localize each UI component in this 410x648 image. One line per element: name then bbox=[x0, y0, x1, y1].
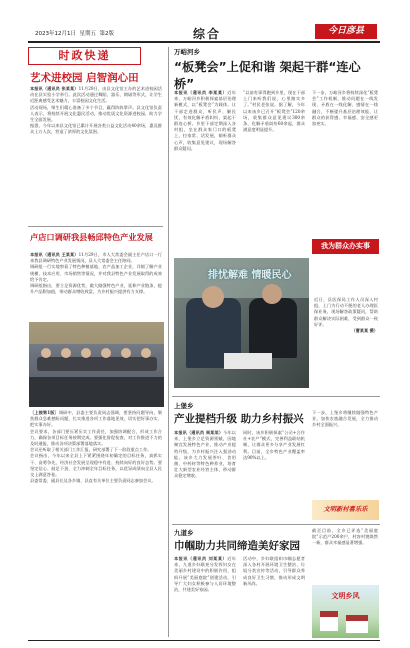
page-number: 第2版 bbox=[99, 31, 115, 37]
village-ad-text: 文明乡风 bbox=[331, 592, 360, 600]
article1-p1: 本报讯（通讯员 张某某）11月29日，由县文化馆主办的艺术进校园活动在县实验小学举行。此次活动通过舞蹈、器乐、朗诵等形式，让学生近距离感受艺术魅力，丰富校园文化生活。 bbox=[30, 86, 162, 104]
t1-col3 bbox=[312, 90, 378, 240]
article3-continued: 〔上接第1版〕 bbox=[30, 410, 59, 415]
t1-byline: 本报讯（通讯员 李某某） bbox=[174, 90, 228, 95]
article1-title: 艺术进校园 启智润心田 bbox=[30, 72, 139, 84]
t3-byline: 本报讯（通讯员 周某某） bbox=[174, 430, 224, 435]
article1-p2: 活动现场，师生们精心准备了多个节目，赢得阵阵掌声。县文化馆负责人表示，将持续开展文化惠民活动，推动优质文化资源进校园，助力学生全面发展。 bbox=[30, 104, 162, 123]
newspaper-logo: 今日彦县 bbox=[315, 24, 377, 39]
t4-p1: 本报讯（通讯员 刘某某）近年来，九道乡妇联充分发挥妇女在美丽乡村建设中的积极作用，组织开展“美丽庭院”创建活动，引导广大妇女积极参与人居环境整治，共建美好家园。 bbox=[174, 556, 236, 593]
header-date bbox=[35, 29, 114, 37]
t4-col1 bbox=[174, 556, 236, 638]
article1-byline: 本报讯（通讯员 张某某） bbox=[30, 86, 79, 91]
t3-p3: 下一步，上堡乡将继续做强特色产业，加快农旅融合发展，全力推动乡村全面振兴。 bbox=[312, 410, 378, 428]
t4-byline: 本报讯（通讯员 刘某某） bbox=[174, 556, 228, 561]
t4-col2 bbox=[243, 556, 305, 638]
article3-p4: 会议指出，今年以来全县上下紧紧围绕年初确定的目标任务，真抓实干、奋勇争先，经济社会发展呈现稳中有进、持续向好的良好态势。要坚定信心、鼓足干劲，全力冲刺全年目标任务，以优异成绩向全县人民交上满意答卷。 bbox=[30, 453, 162, 478]
article3-p1: 〔上接第1版〕调研中，县委主要负责同志强调，要坚持问题导向，聚焦群众急难愁盼问题，扎实推进各项工作落地见效，切实把好事办实、把实事办好。 bbox=[30, 410, 162, 428]
article2-byline: 本报讯（通讯员 王某某） bbox=[30, 252, 79, 257]
visit-photo-headline: 排忧解难 情暖民心 bbox=[208, 270, 292, 281]
banner-politics bbox=[28, 47, 141, 65]
divider-1 bbox=[28, 226, 163, 227]
t1-col2 bbox=[243, 90, 305, 250]
article1-body bbox=[30, 86, 162, 136]
t1-title: “板凳会”上促和谐 架起干群“连心桥” bbox=[174, 60, 361, 91]
t4-col3 bbox=[312, 528, 378, 583]
t3-col1 bbox=[174, 430, 236, 514]
t1-col1 bbox=[174, 90, 236, 250]
banner-serve-people bbox=[312, 239, 379, 254]
visit-caption-text: 近日，县医保局工作人员深入村组，上门为行动不便的老人办理医保业务，现场解答政策疑问，帮助群众解决实际困难，受到群众一致好评。 bbox=[314, 297, 378, 327]
slogan-text: 文明新村喜乐乐 bbox=[323, 506, 368, 513]
article3-p5: 县委常委、副县长及各乡镇、县直有关单位主要负责同志参加会议。 bbox=[30, 478, 156, 484]
slogan-banner bbox=[312, 500, 379, 520]
article2-title: 卢店口调研我县畅邱特色产业发展 bbox=[30, 232, 153, 242]
weekday: 星期五 bbox=[79, 31, 97, 37]
divider-2 bbox=[172, 396, 380, 397]
banner-politics-text: 时政快递 bbox=[58, 49, 111, 62]
article3-p3: 会议还听取了相关部门工作汇报，研究部署了下一阶段重点工作。 bbox=[30, 447, 152, 453]
visit-credit: （曹某某 摄） bbox=[351, 328, 378, 334]
t3-title: 产业提档升级 助力乡村振兴 bbox=[174, 413, 304, 425]
t3-col2 bbox=[243, 430, 305, 514]
divider-3 bbox=[172, 524, 380, 525]
column-divider bbox=[168, 47, 169, 637]
t3-p1: 本报讯（通讯员 周某某）今年以来，上堡乡立足资源禀赋，因地制宜发展特色产业，推动产业提档升级，为乡村振兴注入强劲动能。该乡大力发展茶叶、食用菌、中药材等特色种养业，培育壮大新型农业经营主体，带动群众稳定增收。 bbox=[174, 430, 236, 479]
article2-p2: 调研组一行实地察看了特色种植基地、农产品加工企业，详细了解产业规模、技术应用、市场销售等情况，并对我县特色产业发展取得的成效给予肯定。 bbox=[30, 264, 162, 282]
banner-serve-people-text: 我为群众办实事 bbox=[321, 242, 370, 250]
t1-p1: 本报讯（通讯员 李某某）近年来，万峪河乡积极探索基层治理新模式，以“板凳会”为载体，让干部走进群众、听民声、解民忧，有效化解矛盾纠纷，架起干群连心桥。乡里干部定期深入各村组，坐在群众家门口的板凳上，拉家常、话发展，倾听群众心声，收集意见建议，现场解答群众疑问。 bbox=[174, 90, 236, 151]
article2-p3: 调研组指出，要立足资源优势，做大做强特色产业，延伸产业链条，提升产品附加值，带动群众增收致富，为乡村振兴提供有力支撑。 bbox=[30, 283, 162, 295]
t4-p2: 活动中，乡妇联组织巾帼志愿者深入各村开展环境卫生整治、垃圾分类宣传等活动，引导群众养成良好卫生习惯，推动形成文明新风尚。 bbox=[243, 556, 305, 586]
article2-body bbox=[30, 252, 162, 295]
footer-rule bbox=[28, 640, 380, 641]
t4-kicker: 九道乡 bbox=[174, 529, 194, 537]
article3-body bbox=[30, 410, 162, 484]
article2-p1: 本报讯（通讯员 王某某）11月29日，市人大常委会副主任卢店口一行来我县调研特色产业发展情况，县人大常委会主任陪同。 bbox=[30, 252, 162, 264]
t1-kicker: 万峪河乡 bbox=[174, 48, 200, 56]
t3-col3 bbox=[312, 410, 378, 500]
section-title: 综合 bbox=[193, 27, 222, 41]
meeting-photo bbox=[29, 322, 164, 407]
t4-title: 巾帼助力共同缔造美好家园 bbox=[174, 540, 300, 552]
t1-p3: 下一步，万峪河乡将持续深化“板凳会”工作机制，推动问题在一线发现、矛盾在一线化解、感情在一线融合，不断提升基层治理效能，让群众的获得感、幸福感、安全感更加充实。 bbox=[312, 90, 378, 127]
village-ad bbox=[312, 585, 379, 638]
article3-p2: 会议要求，各部门要压紧压实工作责任，加强协调配合，形成工作合力，确保各项目标任务按期完成。要强化督促检查，对工作推进不力的及时通报，推动各项决策部署落地落实。 bbox=[30, 428, 162, 447]
header-rule bbox=[28, 41, 380, 43]
t4-p3: 截至目前，全乡已评选“美丽庭院”示范户200余户，村容村貌焕然一新，群众幸福感显著增强。 bbox=[312, 528, 378, 546]
article1-p3: 据悉，今年以来县文化馆已累计开展各类公益文化活动40余场，惠及群众上万人次，营造了浓厚的文化氛围。 bbox=[30, 123, 162, 135]
issue-date: 2023年12月1日 bbox=[35, 31, 76, 37]
t3-kicker: 上堡乡 bbox=[174, 402, 194, 410]
visit-photo-caption bbox=[314, 297, 378, 334]
t3-p2: 同时，该乡积极探索“公司+合作社+农户”模式，完善利益联结机制，让群众更多分享产业发展红利。目前，全乡特色产业覆盖率达90%以上。 bbox=[243, 430, 305, 460]
t1-p2: “以前有事得跑到乡里，现在干部上门来听我们说，心里踏实多了。”村民老张说。据了解，今年以来该乡已召开“板凳会”120余场，收集群众意见建议300余条，化解矛盾纠纷60余起，群众满意度明显提升。 bbox=[243, 90, 305, 133]
